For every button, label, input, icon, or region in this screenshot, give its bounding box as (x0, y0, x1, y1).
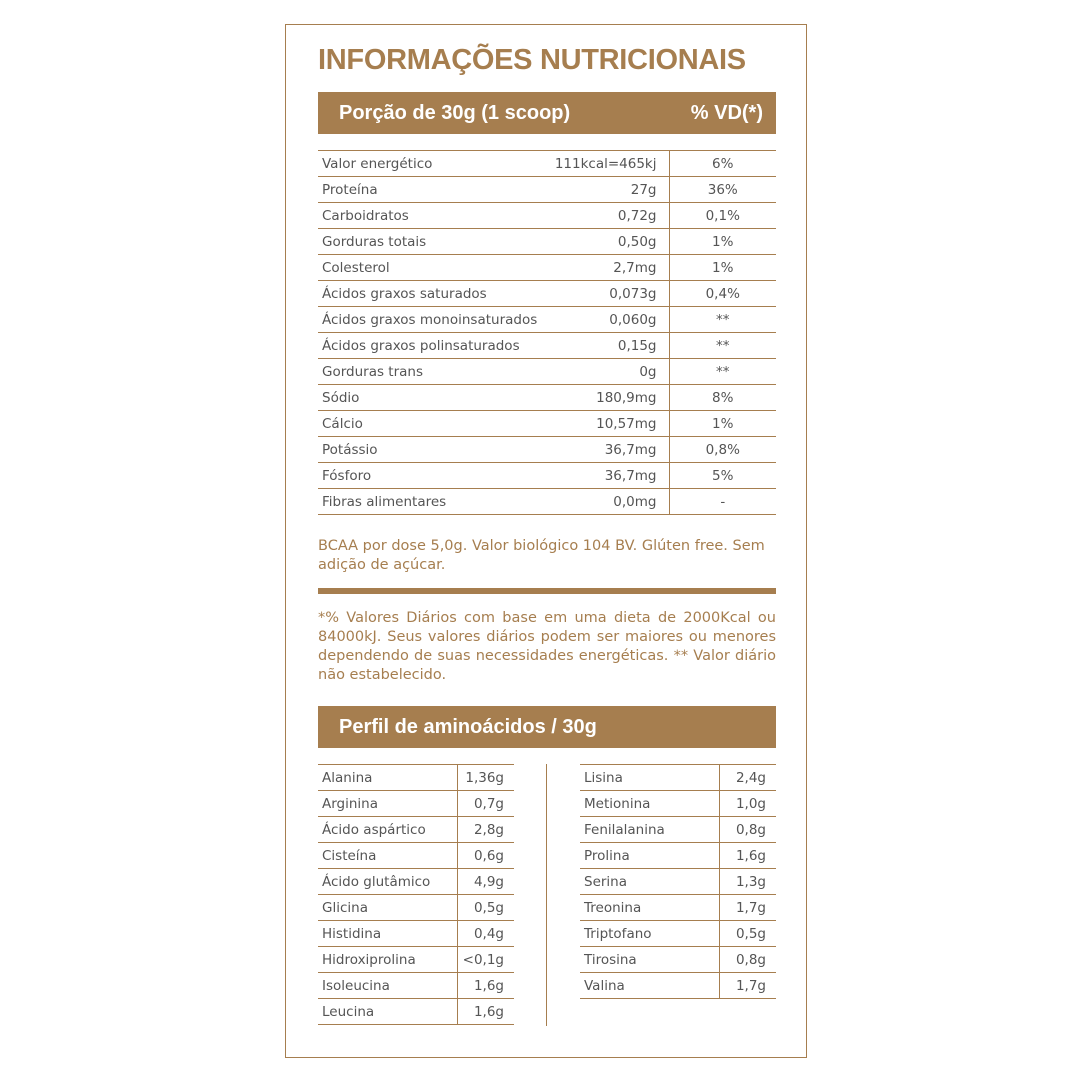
nutrient-amount: 0g (639, 363, 657, 380)
table-row (318, 791, 514, 817)
amino-value: 1,6g (719, 843, 776, 869)
table-row (580, 843, 776, 869)
nutrient-amount: 0,72g (617, 207, 657, 224)
nutrient-amount: 180,9mg (596, 389, 657, 406)
nutrient-vd: ** (669, 307, 776, 333)
nutrient-amount: 2,7mg (613, 259, 657, 276)
table-row (318, 255, 776, 281)
table-row (318, 895, 514, 921)
amino-value: <0,1g (457, 947, 514, 973)
amino-value: 1,0g (719, 791, 776, 817)
amino-value: 0,6g (457, 843, 514, 869)
nutrient-vd: 5% (669, 463, 776, 489)
nutrient-amount: 0,0mg (613, 493, 657, 510)
amino-value: 1,3g (719, 869, 776, 895)
table-row (580, 817, 776, 843)
nutrient-amount: 10,57mg (596, 415, 657, 432)
nutrient-name: Gorduras totais (322, 233, 427, 250)
amino-name: Hidroxiprolina (318, 947, 457, 973)
amino-table-right (580, 764, 776, 999)
column-separator (546, 764, 547, 1026)
amino-name: Arginina (318, 791, 457, 817)
nutrient-vd: 1% (669, 255, 776, 281)
table-row (318, 947, 514, 973)
section-divider (318, 588, 776, 594)
table-row (580, 973, 776, 999)
nutrient-vd: 1% (669, 411, 776, 437)
nutrient-name: Fósforo (322, 467, 372, 484)
amino-value: 0,5g (719, 921, 776, 947)
amino-name: Cisteína (318, 843, 457, 869)
vd-label: % VD(*) (690, 102, 763, 124)
nutrient-amount: 0,50g (617, 233, 657, 250)
table-row (318, 151, 776, 177)
nutrient-vd: 1% (669, 229, 776, 255)
amino-name: Lisina (580, 765, 719, 791)
table-row (318, 489, 776, 515)
nutrient-name: Ácidos graxos polinsaturados (322, 337, 520, 354)
amino-value: 1,7g (719, 973, 776, 999)
amino-name: Valina (580, 973, 719, 999)
nutrition-table (318, 150, 776, 515)
nutrient-name: Ácidos graxos monoinsaturados (322, 311, 538, 328)
nutrient-amount: 0,073g (609, 285, 657, 302)
nutrient-vd: - (669, 489, 776, 515)
table-row (318, 333, 776, 359)
amino-name: Leucina (318, 999, 457, 1025)
nutrient-name: Sódio (322, 389, 360, 406)
nutrient-vd: ** (669, 333, 776, 359)
table-row (580, 947, 776, 973)
portion-header-bar (318, 92, 776, 134)
nutrient-vd: 8% (669, 385, 776, 411)
table-row (580, 895, 776, 921)
nutrient-vd: 0,8% (669, 437, 776, 463)
amino-name: Triptofano (580, 921, 719, 947)
nutrient-amount: 0,15g (617, 337, 657, 354)
amino-value: 2,8g (457, 817, 514, 843)
footnote: *% Valores Diários com base em uma dieta de 2000Kcal ou 84000kJ. Seus valores diários podem ser maiores ou menores dependendo de suas necessidades energéticas. ** Valor diário não estabelecido. (318, 610, 776, 683)
table-row (580, 765, 776, 791)
nutrient-amount: 111kcal=465kj (554, 155, 657, 172)
table-row (318, 385, 776, 411)
amino-value: 4,9g (457, 869, 514, 895)
amino-value: 0,8g (719, 947, 776, 973)
amino-name: Ácido aspártico (318, 817, 457, 843)
table-row (318, 869, 514, 895)
table-row (318, 229, 776, 255)
amino-name: Histidina (318, 921, 457, 947)
table-row (318, 843, 514, 869)
nutrient-vd: 0,4% (669, 281, 776, 307)
table-row (318, 817, 514, 843)
table-row (318, 463, 776, 489)
amino-name: Fenilalanina (580, 817, 719, 843)
table-row (318, 999, 514, 1025)
nutrient-name: Cálcio (322, 415, 363, 432)
table-row (318, 359, 776, 385)
table-row (318, 203, 776, 229)
nutrient-vd: 0,1% (669, 203, 776, 229)
amino-header-bar (318, 706, 776, 748)
amino-name: Ácido glutâmico (318, 869, 457, 895)
nutrient-vd: 6% (669, 151, 776, 177)
nutrient-name: Gorduras trans (322, 363, 424, 380)
bcaa-note: BCAA por dose 5,0g. Valor biológico 104 BV. Glúten free. Sem adição de açúcar. (318, 538, 765, 573)
table-row (318, 281, 776, 307)
amino-name: Tirosina (580, 947, 719, 973)
page-title: INFORMAÇÕES NUTRICIONAIS (318, 44, 746, 76)
portion-label: Porção de 30g (1 scoop) (339, 102, 571, 124)
nutrient-amount: 0,060g (609, 311, 657, 328)
table-row (318, 177, 776, 203)
amino-value: 0,5g (457, 895, 514, 921)
nutrient-name: Carboidratos (322, 207, 409, 224)
table-row (580, 791, 776, 817)
nutrient-vd: ** (669, 359, 776, 385)
amino-value: 1,6g (457, 999, 514, 1025)
amino-value: 0,7g (457, 791, 514, 817)
nutrient-name: Valor energético (322, 155, 433, 172)
table-row (318, 437, 776, 463)
amino-name: Isoleucina (318, 973, 457, 999)
table-row (580, 869, 776, 895)
amino-name: Serina (580, 869, 719, 895)
amino-name: Alanina (318, 765, 457, 791)
amino-value: 2,4g (719, 765, 776, 791)
nutrient-amount: 36,7mg (604, 441, 657, 458)
table-row (318, 765, 514, 791)
amino-value: 1,36g (457, 765, 514, 791)
nutrient-name: Fibras alimentares (322, 493, 447, 510)
amino-value: 0,8g (719, 817, 776, 843)
amino-title: Perfil de aminoácidos / 30g (339, 716, 597, 738)
amino-name: Treonina (580, 895, 719, 921)
nutrient-name: Ácidos graxos saturados (322, 285, 487, 302)
amino-value: 0,4g (457, 921, 514, 947)
amino-name: Glicina (318, 895, 457, 921)
nutrient-name: Colesterol (322, 259, 390, 276)
amino-name: Metionina (580, 791, 719, 817)
amino-value: 1,6g (457, 973, 514, 999)
nutrient-name: Proteína (322, 181, 378, 198)
nutrient-amount: 27g (630, 181, 657, 198)
table-row (318, 973, 514, 999)
nutrient-vd: 36% (669, 177, 776, 203)
nutrient-name: Potássio (322, 441, 378, 458)
table-row (318, 307, 776, 333)
table-row (318, 411, 776, 437)
amino-value: 1,7g (719, 895, 776, 921)
table-row (580, 921, 776, 947)
table-row (318, 921, 514, 947)
amino-name: Prolina (580, 843, 719, 869)
amino-table-left (318, 764, 514, 1025)
nutrient-amount: 36,7mg (604, 467, 657, 484)
